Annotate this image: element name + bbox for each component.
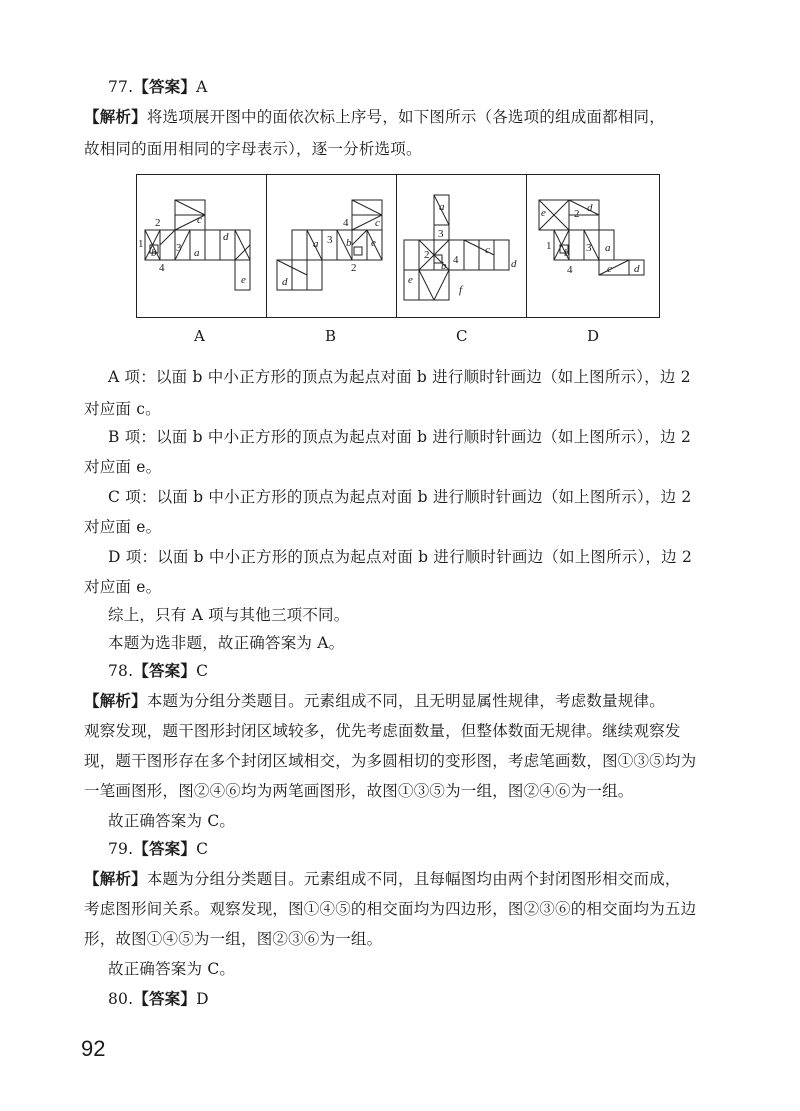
net-panel-c [397,175,527,317]
net-c-label-c: c [485,244,490,256]
figure-label-a: A [194,327,205,345]
net-c-label-a: a [439,201,445,213]
net-d-label-4: 4 [567,264,573,276]
figure-label-b: B [325,327,337,345]
q77-analysis-line2: 故相同的面用相同的字母表示），逐一分析选项。 [84,140,422,158]
figure-label-c: C [456,327,468,345]
net-a-label-3: 3 [176,242,182,254]
q78-answer-heading: 78.【答案】C [108,661,209,680]
net-b-label-c: c [375,217,380,229]
net-b-label-4: 4 [343,217,349,229]
q77-option-b-line1: B 项：以面 b 中小正方形的顶点为起点对面 b 进行顺时针画边（如上图所示），边 2 [108,428,692,446]
net-a-label-e: e [241,274,246,286]
q77-option-d-line1: D 项：以面 b 中小正方形的顶点为起点对面 b 进行顺时针画边（如上图所示），边 2 [108,548,693,566]
net-c-label-b: b [441,260,447,272]
net-b-label-a: a [313,238,319,250]
q78-analysis-line3: 现，题干图形存在多个封闭区域相交，为多圆相切的变形图，考虑笔画数，图①③⑤均为 [84,752,697,770]
net-a-label-c: c [197,214,202,226]
q80-answer-heading: 80.【答案】D [108,989,209,1008]
net-d-label-d-top: d [587,202,593,214]
net-c-label-4: 4 [453,254,459,266]
net-d-label-a: a [605,242,611,254]
net-panel-b [267,175,397,317]
figure-label-d: D [587,327,600,345]
net-panel-d [527,175,659,317]
q77-option-a-line1: A 项：以面 b 中小正方形的顶点为起点对面 b 进行顺时针画边（如上图所示），边 2 [108,368,691,386]
net-c-label-3: 3 [438,228,444,240]
net-diagram-figure [136,174,660,318]
net-d-label-2: 2 [574,208,580,220]
q78-analysis-line2: 观察发现，题干图形封闭区域较多，优先考虑面数量，但整体数面无规律。继续观察发 [84,722,681,740]
q78-analysis-line1: 【解析】本题为分组分类题目。元素组成不同，且无明显属性规律，考虑数量规律。 [84,691,665,710]
q77-option-d-line2: 对应面 e。 [84,578,162,596]
page-number: 92 [81,1036,106,1061]
q77-answer-heading: 77.【答案】A [108,77,208,96]
q77-summary: 综上，只有 A 项与其他三项不同。 [108,606,350,624]
net-b-label-3: 3 [327,234,333,246]
q79-conclusion: 故正确答案为 C。 [108,960,236,978]
net-a-label-b: b [151,247,157,259]
q77-conclusion: 本题为选非题，故正确答案为 A。 [108,634,345,652]
q77-option-c-line2: 对应面 e。 [84,518,162,536]
net-a-label-d: d [223,231,229,243]
net-b-label-b: b [346,237,352,249]
net-c-diagram [397,175,527,317]
q79-analysis-line3: 形，故图①④⑤为一组，图②③⑥为一组。 [84,930,383,948]
net-c-label-d: d [511,258,517,270]
q77-option-b-line2: 对应面 e。 [84,458,162,476]
q77-analysis-line1: 【解析】将选项展开图中的面依次标上序号，如下图所示（各选项的组成面都相同， [84,107,665,126]
q77-option-a-line2: 对应面 c。 [84,400,161,418]
net-a-label-4: 4 [159,262,165,274]
q79-analysis-line2: 考虑图形间关系。观察发现，图①④⑤的相交面均为四边形，图②③⑥的相交面均为五边 [84,900,697,918]
net-d-label-1: 1 [546,240,552,252]
net-d-label-b: b [564,247,570,259]
net-c-label-2: 2 [424,249,430,261]
net-c-label-f: f [459,284,463,296]
net-b-label-e: e [371,237,376,249]
net-c-label-e: e [408,274,413,286]
net-d-label-c: c [607,263,612,275]
net-d-label-d: d [634,263,640,275]
net-b-label-d: d [282,276,288,288]
q78-analysis-line4: 一笔画图形，图②④⑥均为两笔画图形，故图①③⑤为一组，图②④⑥为一组。 [84,782,634,800]
net-a-diagram [137,175,267,317]
q78-conclusion: 故正确答案为 C。 [108,812,236,830]
q77-option-c-line1: C 项：以面 b 中小正方形的顶点为起点对面 b 进行顺时针画边（如上图所示），边 2 [108,488,692,506]
net-a-label-a: a [194,247,200,259]
q79-answer-heading: 79.【答案】C [108,839,209,858]
q79-analysis-line1: 【解析】本题为分组分类题目。元素组成不同，且每幅图均由两个封闭图形相交而成， [84,869,681,888]
net-d-label-3: 3 [586,242,592,254]
net-a-label-1: 1 [138,238,144,250]
net-b-diagram [267,175,397,317]
net-panel-a [137,175,267,317]
net-d-diagram [527,175,659,317]
net-d-label-e: e [541,207,546,219]
net-a-label-2: 2 [155,217,161,229]
net-b-label-2: 2 [351,262,357,274]
